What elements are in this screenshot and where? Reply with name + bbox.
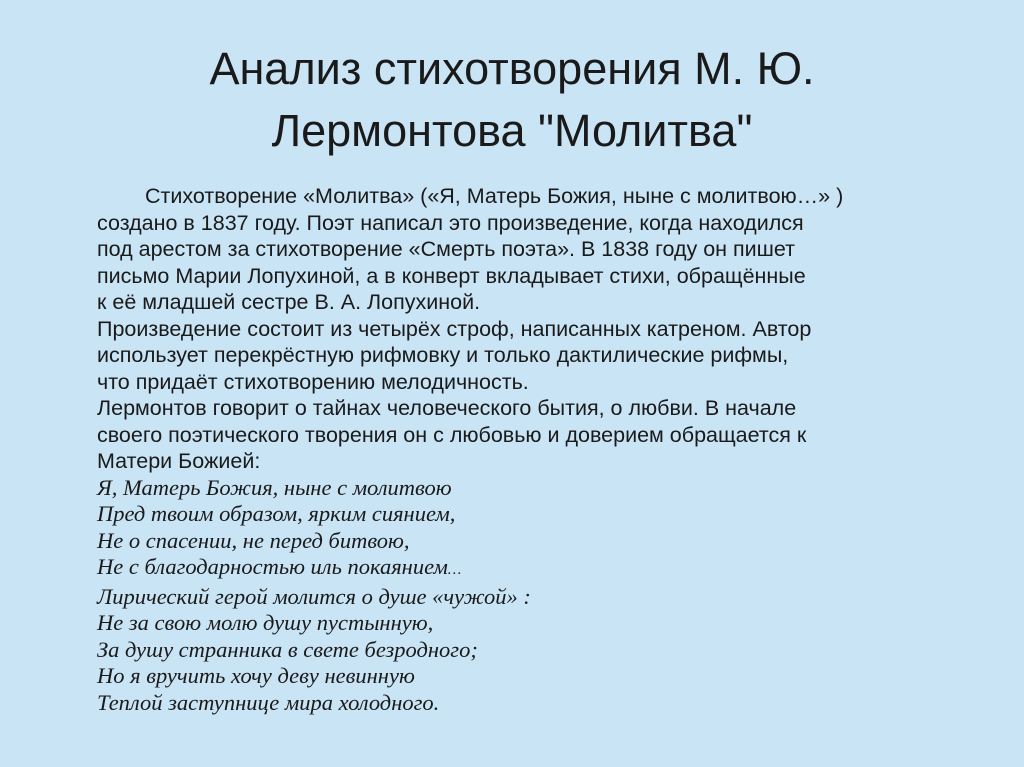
verse-line: Пред твоим образом, ярким сиянием, [97, 501, 456, 526]
verse-line-with-ellipsis [97, 554, 977, 584]
paragraph-line: письмо Марии Лопухиной, а в конверт вкладывает стихи, обращённые [97, 263, 806, 288]
paragraph-line: Лермонтов говорит о тайнах человеческого бытия, о любви. В начале [97, 396, 797, 420]
verse-line: Не с благодарностью иль покаянием [97, 554, 448, 579]
paragraph-line: под арестом за стихотворение «Смерть поэта». В 1838 году он пишет [97, 237, 796, 261]
verse-line: Теплой заступнице мира холодного. [97, 689, 440, 715]
paragraph-line: Матери Божией: [97, 449, 261, 473]
paragraph-line: создано в 1837 году. Поэт написал это произведение, когда находился [97, 210, 804, 235]
paragraph-line: к её младшей сестре В. А. Лопухиной. [97, 290, 481, 314]
paragraph-line: использует перекрёстную рифмовку и только дактилические рифмы, [97, 343, 789, 367]
paragraph-line: что придаёт стихотворению мелодичность. [97, 369, 529, 394]
verse-line: Лирический герой молится о душе «чужой» : [97, 583, 531, 609]
paragraph-line: Произведение состоит из четырёх строф, написанных катреном. Автор [97, 316, 812, 341]
verse-line: Не о спасении, не перед битвою, [97, 527, 410, 553]
verse-line: За душу странника в свете безродного; [97, 636, 478, 662]
paragraph-line: своего поэтического творения он с любовью и доверием обращается к [97, 422, 807, 447]
verse-line: Не за свою молю душу пустынную, [97, 610, 434, 635]
slide-title [60, 38, 964, 162]
title-line-1: Анализ стихотворения М. Ю. [209, 43, 815, 94]
verse-line: Но я вручить хочу деву невинную [97, 663, 415, 688]
verse-ellipsis: … [447, 562, 462, 578]
paragraph-line: Стихотворение «Молитва» («Я, Матерь Божия, ныне с молитвою…» ) [145, 184, 844, 208]
slide-body [97, 183, 977, 716]
verse-line: Я, Матерь Божия, ныне с молитвою [97, 474, 452, 500]
title-line-2: Лермонтова "Молитва" [271, 105, 753, 156]
